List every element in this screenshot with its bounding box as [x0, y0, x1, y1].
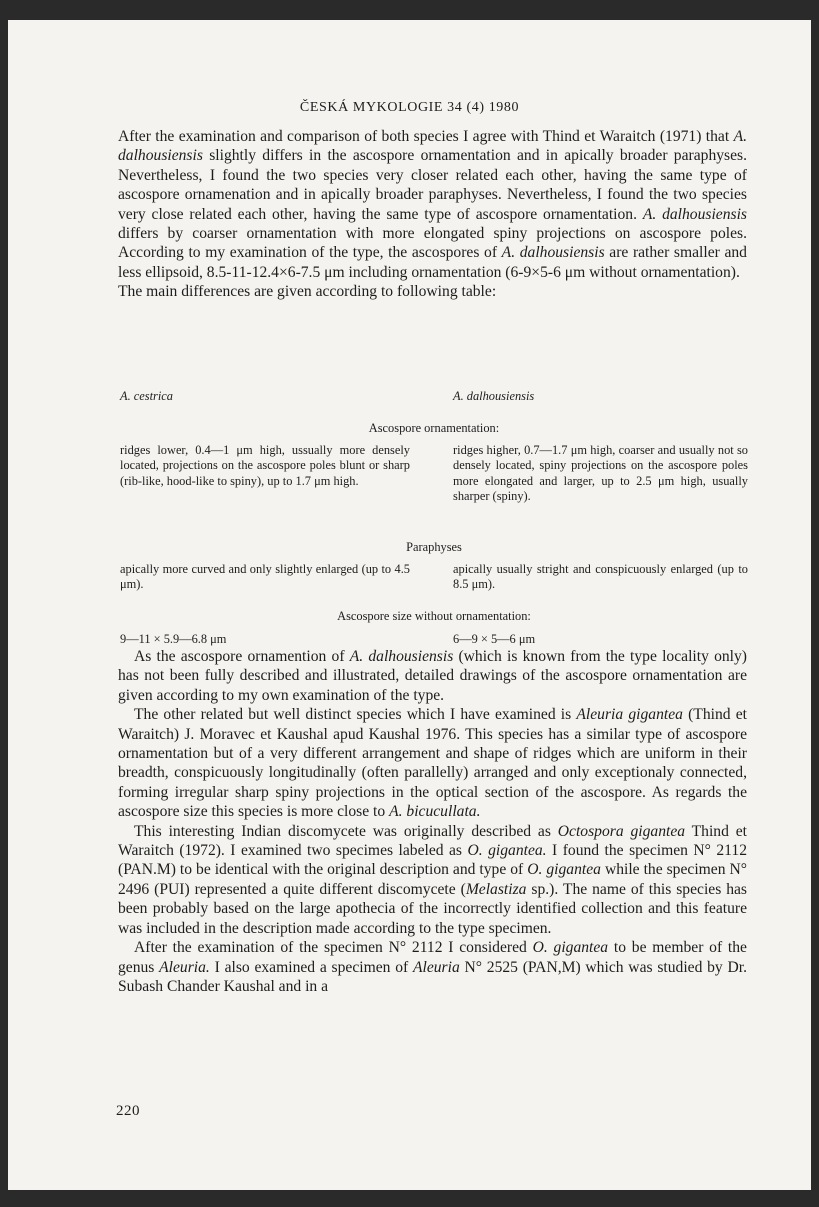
taxon-name: Melastiza — [465, 880, 527, 898]
section-heading: Ascospore size without ornamentation: — [337, 609, 531, 623]
section-heading: Ascospore ornamentation: — [368, 421, 500, 435]
running-header: ČESKÁ MYKOLOGIE 34 (4) 1980 — [299, 100, 520, 115]
comparison-table — [120, 377, 748, 647]
page-sheet — [8, 20, 811, 1190]
intro-text — [118, 127, 747, 302]
taxon-name: Octospora gigantea — [557, 822, 686, 840]
main-paragraph-3: This interesting Indian discomycete was originally described as Octospora gigantea Thind et Waraitch (1972). I examined two specimes labeled as O. gigantea. I found the specimen N° 2112 (PAN.M) to be identical with the original description and type of O. gigantea while the specimen N° 2496 (PUI) represented a quite different discomycete (Melastiza sp.). The name of this species has been probably based on the large apothecia of the incorrectly identified collection and this feature was included in the description made according to the type specimen. — [118, 822, 747, 937]
taxon-name: A. dalhousiensis — [642, 205, 747, 223]
page-number: 220 — [116, 1103, 140, 1119]
main-paragraph-2: The other related but well distinct species which I have examined is Aleuria gigantea (Thind et Waraitch) J. Moravec et Kaushal apud Kaushal 1976. This species has a similar type of ascospore ornamentation but of a very different arrangement and shape of ridges which are uniform in their breadth, conspicuously longitudinally (often parallelly) arranged and only exceptionaly connected, forming irregular sharp spiny projections in the optical section of the ascospore. As regards the ascospore size this species is more close to A. bicucullata. — [118, 706, 747, 821]
main-text — [118, 647, 747, 996]
taxon-name: Aleuria — [412, 958, 460, 976]
taxon-name: A. dalhousiensis — [501, 244, 605, 262]
main-paragraph-4: After the examination of the specimen N° 2112 I considered O. gigantea to be member of the genus Aleuria. I also examined a specimen of Aleuria N° 2525 (PAN,M) which was studied by Dr. Subash Chander Kaushal and in a — [118, 939, 747, 995]
table-cell-left: ridges lower, 0.4—1 μm high, ussually more densely located, projections on the ascospore poles blunt or sharp (rib-like, hood-like to spiny), up to 1.7 μm high. — [120, 443, 410, 488]
table-cell-right: 6—9 × 5—6 μm — [453, 632, 536, 646]
taxon-name: O. gigantea — [532, 939, 609, 957]
table-cell-right: apically usually stright and conspicuously enlarged (up to 8.5 μm). — [453, 562, 748, 592]
intro-paragraph-1: After the examination and comparison of both species I agree with Thind et Waraitch (1971) that A. dalhousiensis slightly differs in the ascospore ornamentation and in apically broader paraphyses. Nevertheless, I found the two species very closer related each other, having the same type of ascospore ornamenation and in apically broader paraphyses. Nevertheless, I found the two species very close related each other, having the same type of ascospore ornamentation. A. dalhousiensis differs by coarser ornamentation with more elongated spiny projections on ascospore poles. According to my examination of the type, the ascospores of A. dalhousiensis are rather smaller and less ellipsoid, 8.5-11-12.4×6-7.5 μm including ornamentation (6-9×5-6 μm without ornamentation). — [118, 128, 747, 281]
taxon-name: A. dalhousiensis — [349, 648, 454, 665]
main-paragraph-1: As the ascospore ornamention of A. dalhousiensis (which is known from the type locality only) has not been fully described and illustrated, detailed drawings of the ascospore ornamentation are given according to my own examination of the type. — [118, 648, 747, 704]
table-cell-left: 9—11 × 5.9—6.8 μm — [120, 632, 227, 646]
column-header-left: A. cestrica — [120, 389, 173, 403]
taxon-name: Aleuria. — [159, 958, 210, 976]
taxon-name: A. bicucullata. — [389, 803, 481, 821]
column-header-right: A. dalhousiensis — [453, 389, 535, 403]
section-heading: Paraphyses — [406, 540, 462, 554]
taxon-name: A. dalhousiensis — [118, 128, 747, 165]
taxon-name: O. gigantea. — [467, 842, 547, 860]
table-cell-left: apically more curved and only slightly enlarged (up to 4.5 μm). — [120, 562, 410, 592]
table-cell-right: ridges higher, 0.7—1.7 μm high, coarser and usually not so densely located, spiny projections on the ascospore poles more elongated and larger, up to 2.5 μm high, usually sharper (spiny). — [453, 443, 748, 504]
taxon-name: Aleuria gigantea — [576, 706, 683, 724]
taxon-name: O. gigantea — [527, 861, 601, 879]
intro-paragraph-2: The main differences are given according to following table: — [118, 283, 497, 301]
